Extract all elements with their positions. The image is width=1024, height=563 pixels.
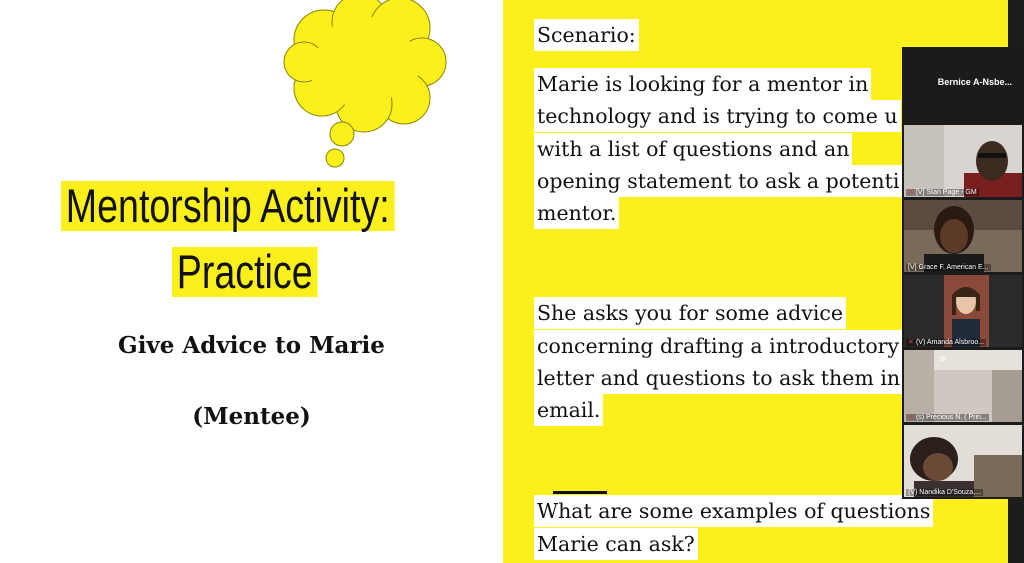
mic-muted-icon: ✕ — [908, 414, 914, 421]
participant-label: ✕ [V] Stan Page - GM — [908, 189, 977, 196]
participant-label: ✕ (s) Precious N. ( Prin... — [908, 414, 987, 421]
mic-muted-icon: ✕ — [908, 339, 914, 346]
paragraph2-line: email. — [534, 394, 603, 426]
question-line: What are some examples of questions — [534, 495, 933, 527]
paragraph1-line: with a list of questions and an — [534, 133, 852, 165]
slide-left-panel — [0, 0, 503, 563]
host-name: Bernice A-Nsbe... — [937, 77, 1012, 87]
question-line: Marie can ask? — [534, 528, 698, 560]
paragraph1-line: technology and is trying to come u — [534, 100, 901, 132]
paragraph2-line: letter and questions to ask them in — [534, 362, 903, 394]
paragraph2-line: She asks you for some advice — [534, 297, 846, 329]
participant-tile[interactable] — [904, 200, 1022, 272]
participant-label: ✕ (V) Amanda Alsbroo... — [908, 339, 985, 346]
participant-video — [904, 125, 1022, 197]
participant-tile[interactable] — [904, 350, 1022, 422]
participant-video — [904, 200, 1022, 272]
scenario-heading: Scenario: — [534, 19, 639, 51]
participant-tile[interactable] — [904, 275, 1022, 347]
slide-title-line-2: Practice — [172, 247, 317, 297]
participant-label: [V] Grace F, American E... — [908, 264, 989, 271]
participant-tile[interactable] — [904, 425, 1022, 497]
underline-mark — [553, 491, 607, 494]
paragraph1-line: Marie is looking for a mentor in — [534, 68, 871, 100]
participant-label: (V) Nandika D'Souza,... — [908, 489, 981, 496]
participant-video — [904, 350, 1022, 422]
slide-role-label: (Mentee) — [192, 403, 311, 430]
participant-tile[interactable] — [904, 125, 1022, 197]
participant-video — [904, 275, 1022, 347]
slide-title-line-1: Mentorship Activity: — [61, 181, 395, 231]
paragraph1-line: opening statement to ask a potenti — [534, 165, 902, 197]
paragraph2-line: concerning drafting a introductory — [534, 330, 902, 362]
video-participants-panel[interactable] — [902, 47, 1024, 499]
thought-bubble-icon — [282, 0, 447, 172]
mic-muted-icon: ✕ — [908, 189, 914, 196]
participant-video — [904, 425, 1022, 497]
slide-subtitle: Give Advice to Marie — [118, 332, 385, 359]
paragraph1-line: mentor. — [534, 197, 619, 229]
